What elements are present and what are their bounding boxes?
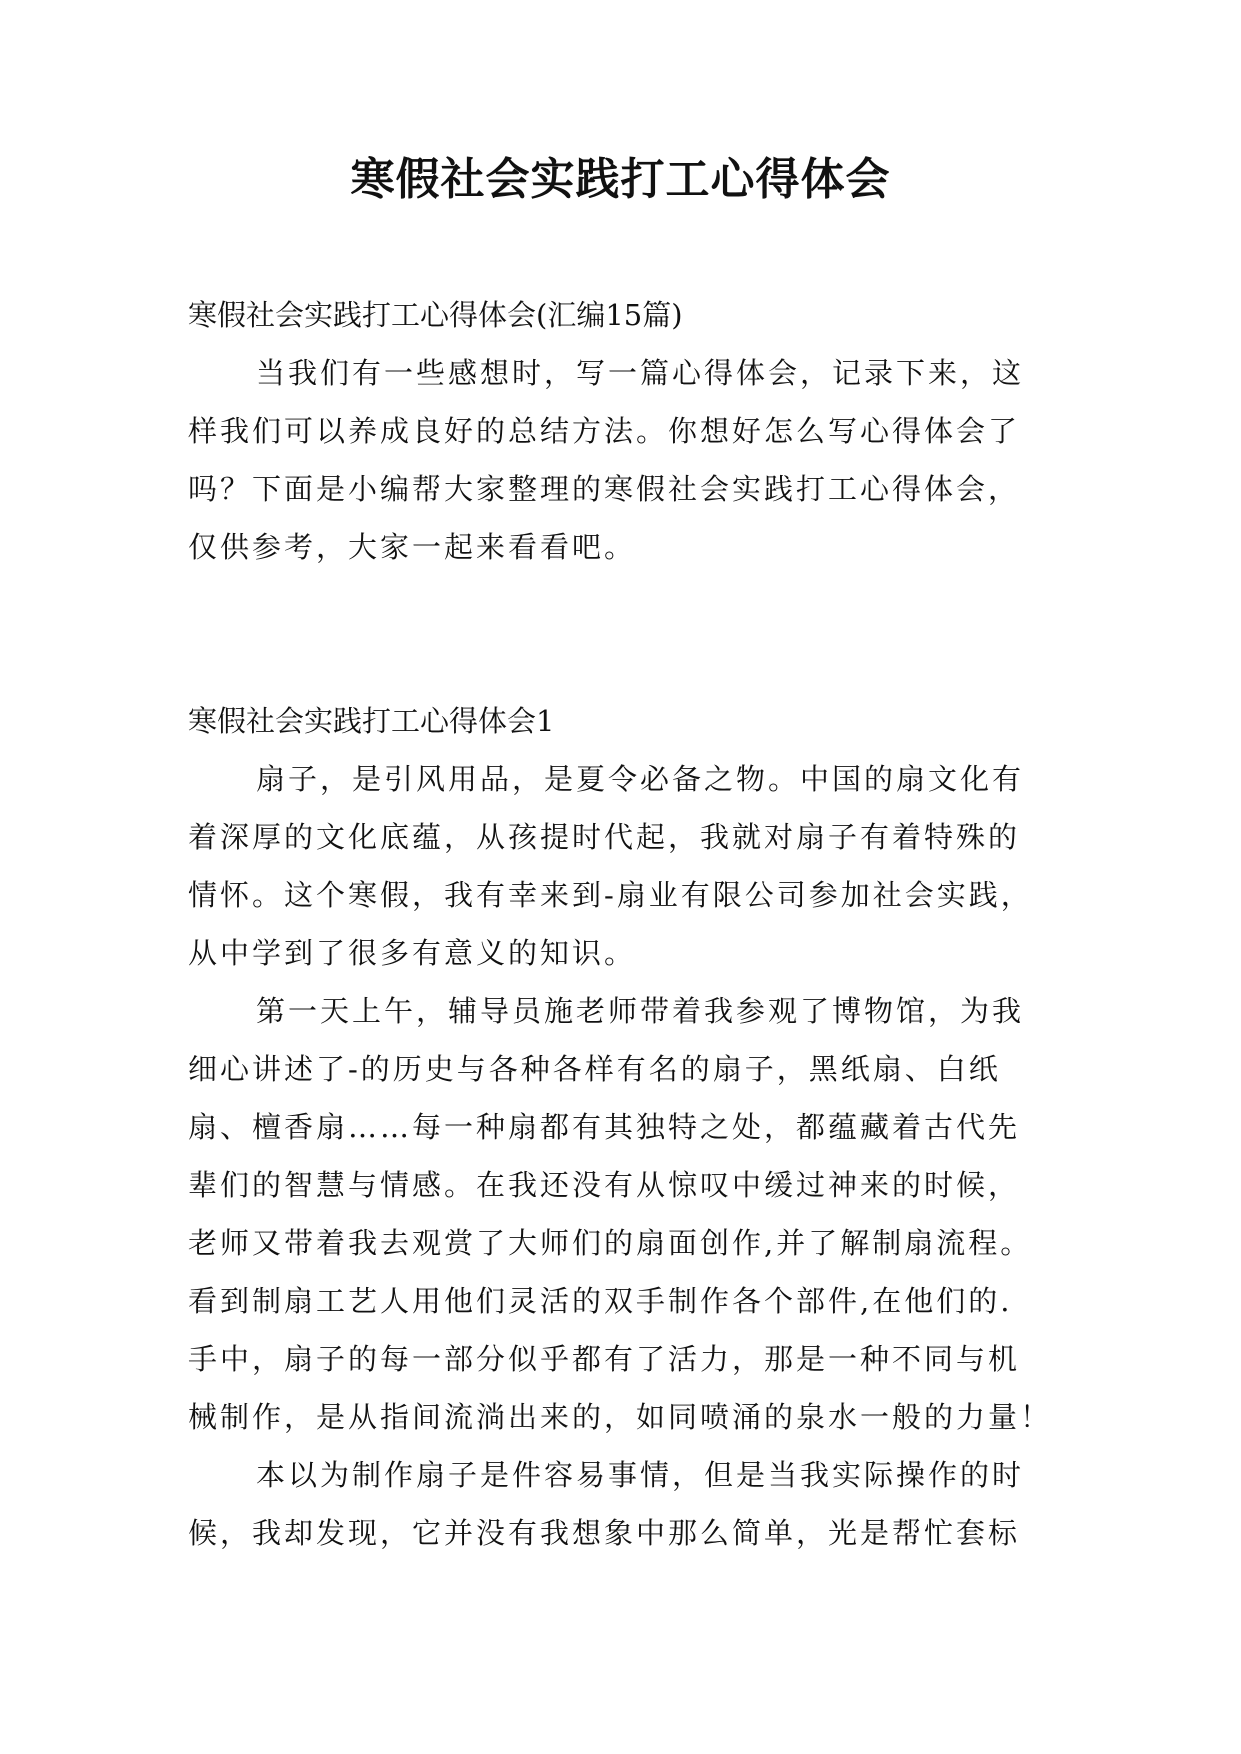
text-line: 候，我却发现，它并没有我想象中那么简单，光是帮忙套标: [188, 1516, 1021, 1550]
text-line: 手中，扇子的每一部分似乎都有了活力，那是一种不同与机: [188, 1342, 1021, 1376]
intro-paragraph: [188, 344, 1068, 576]
text-line: 扇子，是引风用品，是夏令必备之物。中国的扇文化有: [256, 762, 1025, 796]
document-title: 寒假社会实践打工心得体会: [350, 154, 891, 205]
paragraph-1: [188, 750, 1068, 982]
document-body: [188, 286, 1068, 1562]
text-line: 样我们可以养成良好的总结方法。你想好怎么写心得体会了: [188, 414, 1021, 448]
text-line: 当我们有一些感想时，写一篇心得体会，记录下来，这: [256, 356, 1025, 390]
text-line: 着深厚的文化底蕴，从孩提时代起，我就对扇子有着特殊的: [188, 820, 1021, 854]
section-spacer: [188, 576, 1068, 692]
text-line: 械制作，是从指间流淌出来的，如同喷涌的泉水一般的力量！: [188, 1400, 1053, 1434]
text-line: 老师又带着我去观赏了大师们的扇面创作,并了解制扇流程。: [188, 1226, 1033, 1260]
paragraph-3: [188, 1446, 1068, 1562]
text-line: 仅供参考，大家一起来看看吧。: [188, 530, 637, 564]
text-line: 第一天上午，辅导员施老师带着我参观了博物馆，为我: [256, 994, 1025, 1028]
text-line: 从中学到了很多有意义的知识。: [188, 936, 637, 970]
document-subtitle: 寒假社会实践打工心得体会(汇编15篇): [188, 298, 683, 332]
text-line: 情怀。这个寒假，我有幸来到-扇业有限公司参加社会实践，: [188, 878, 1033, 912]
section-heading: 寒假社会实践打工心得体会1: [188, 704, 555, 738]
text-line: 看到制扇工艺人用他们灵活的双手制作各个部件,在他们的.: [188, 1284, 1013, 1318]
text-line: 本以为制作扇子是件容易事情，但是当我实际操作的时: [256, 1458, 1025, 1492]
text-line: 吗？下面是小编帮大家整理的寒假社会实践打工心得体会，: [188, 472, 1021, 506]
text-line: 细心讲述了-的历史与各种各样有名的扇子，黑纸扇、白纸: [188, 1052, 1001, 1086]
text-line: 辈们的智慧与情感。在我还没有从惊叹中缓过神来的时候，: [188, 1168, 1021, 1202]
paragraph-2: [188, 982, 1068, 1446]
text-line: 扇、檀香扇……每一种扇都有其独特之处，都蕴藏着古代先: [188, 1110, 1021, 1144]
